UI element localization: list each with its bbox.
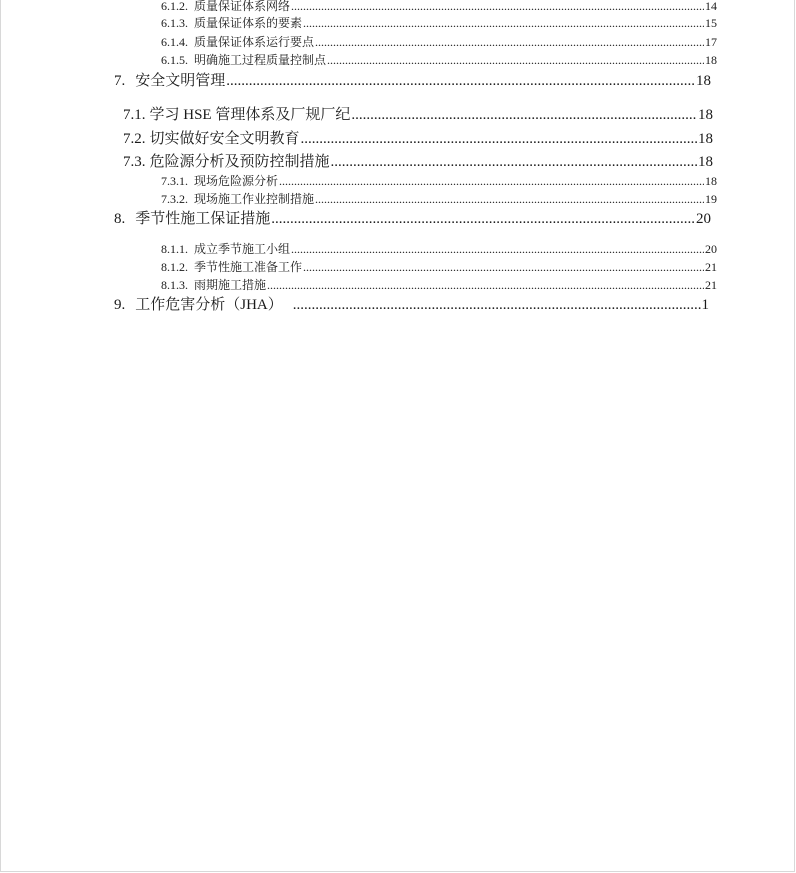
toc-entry-6-1-5[interactable]: [161, 54, 717, 66]
toc-entry-page: 18: [696, 73, 711, 89]
toc-leader-dots: [291, 0, 704, 12]
toc-entry-page: 1: [701, 297, 709, 313]
toc-leader-dots: [331, 155, 697, 170]
toc-entry-title: 切实做好安全文明教育: [149, 131, 300, 147]
toc-entry-8-1-1[interactable]: [161, 243, 717, 255]
toc-entry-8-1-2[interactable]: [161, 261, 717, 273]
toc-entry-page: 14: [705, 0, 717, 13]
toc-entry-title: 季节性施工准备工作: [194, 260, 303, 274]
toc-entry-page: 21: [705, 260, 717, 274]
toc-entry-page: 15: [705, 16, 717, 30]
toc-entry-6-1-2[interactable]: [161, 0, 717, 12]
toc-entry-page: 20: [696, 211, 711, 227]
toc-leader-dots: [303, 261, 704, 273]
toc-entry-title: 明确施工过程质量控制点: [194, 53, 327, 67]
toc-entry-7-1[interactable]: [123, 108, 713, 123]
toc-entry-page: 18: [698, 107, 713, 123]
toc-entry-number: 8.1.1.: [161, 242, 188, 256]
toc-entry-title: 质量保证体系运行要点: [194, 35, 315, 49]
toc-entry-number: 8.1.2.: [161, 260, 188, 274]
toc-leader-dots: [301, 132, 697, 147]
toc-entry-number: 6.1.3.: [161, 16, 188, 30]
toc-entry-number: 8.1.3.: [161, 278, 188, 292]
toc-entry-8-1-3[interactable]: [161, 279, 717, 291]
toc-entry-7-3[interactable]: [123, 155, 713, 170]
toc-entry-7[interactable]: [114, 74, 711, 89]
toc-entry-title: 季节性施工保证措施: [135, 211, 271, 227]
toc-entry-page: 18: [705, 53, 717, 67]
toc-entry-title: 现场危险源分析: [194, 174, 279, 188]
toc-entry-7-2[interactable]: [123, 132, 713, 147]
toc-entry-title: 质量保证体系网络: [194, 0, 291, 13]
toc-entry-title: 雨期施工措施: [194, 278, 267, 292]
toc-entry-title: 质量保证体系的要素: [194, 16, 303, 30]
toc-leader-dots: [327, 54, 704, 66]
toc-entry-page: 19: [705, 192, 717, 206]
toc-entry-number: 7.3.: [123, 154, 146, 170]
toc-leader-dots: [291, 243, 704, 255]
toc-entry-7-3-1[interactable]: [161, 175, 717, 187]
toc-leader-dots: [293, 298, 701, 313]
toc-entry-page: 21: [705, 278, 717, 292]
toc-entry-number: 6.1.2.: [161, 0, 188, 13]
toc-entry-page: 18: [705, 174, 717, 188]
toc-leader-dots: [279, 175, 704, 187]
toc-entry-9[interactable]: [114, 298, 709, 313]
toc-entry-page: 20: [705, 242, 717, 256]
toc-entry-title: 工作危害分析（JHA）: [135, 297, 283, 313]
toc-entry-number: 8.: [114, 211, 126, 227]
toc-entry-page: 18: [698, 154, 713, 170]
toc-entry-7-3-2[interactable]: [161, 193, 717, 205]
toc-entry-number: 7.3.2.: [161, 192, 188, 206]
toc-entry-number: 9.: [114, 297, 126, 313]
toc-entry-8[interactable]: [114, 212, 711, 227]
toc-entry-number: 7.1.: [123, 107, 146, 123]
toc-leader-dots: [267, 279, 704, 291]
toc-entry-number: 7.: [114, 73, 126, 89]
toc-leader-dots: [226, 74, 695, 89]
toc-entry-title: 现场施工作业控制措施: [194, 192, 315, 206]
toc-entry-title: 成立季节施工小组: [194, 242, 291, 256]
toc-entry-number: 6.1.4.: [161, 35, 188, 49]
toc-entry-number: 6.1.5.: [161, 53, 188, 67]
toc-entry-page: 18: [698, 131, 713, 147]
toc-entry-page: 17: [705, 35, 717, 49]
toc-entry-title: 危险源分析及预防控制措施: [149, 154, 330, 170]
toc-entry-6-1-4[interactable]: [161, 36, 717, 48]
toc-entry-6-1-3[interactable]: [161, 17, 717, 29]
toc-leader-dots: [315, 193, 704, 205]
toc-entry-title: 安全文明管理: [135, 73, 226, 89]
toc-leader-dots: [351, 108, 697, 123]
toc-entry-title: 学习 HSE 管理体系及厂规厂纪: [149, 107, 351, 123]
toc-entry-number: 7.2.: [123, 131, 146, 147]
toc-leader-dots: [315, 36, 704, 48]
toc-entry-number: 7.3.1.: [161, 174, 188, 188]
toc-leader-dots: [271, 212, 695, 227]
toc-leader-dots: [303, 17, 704, 29]
